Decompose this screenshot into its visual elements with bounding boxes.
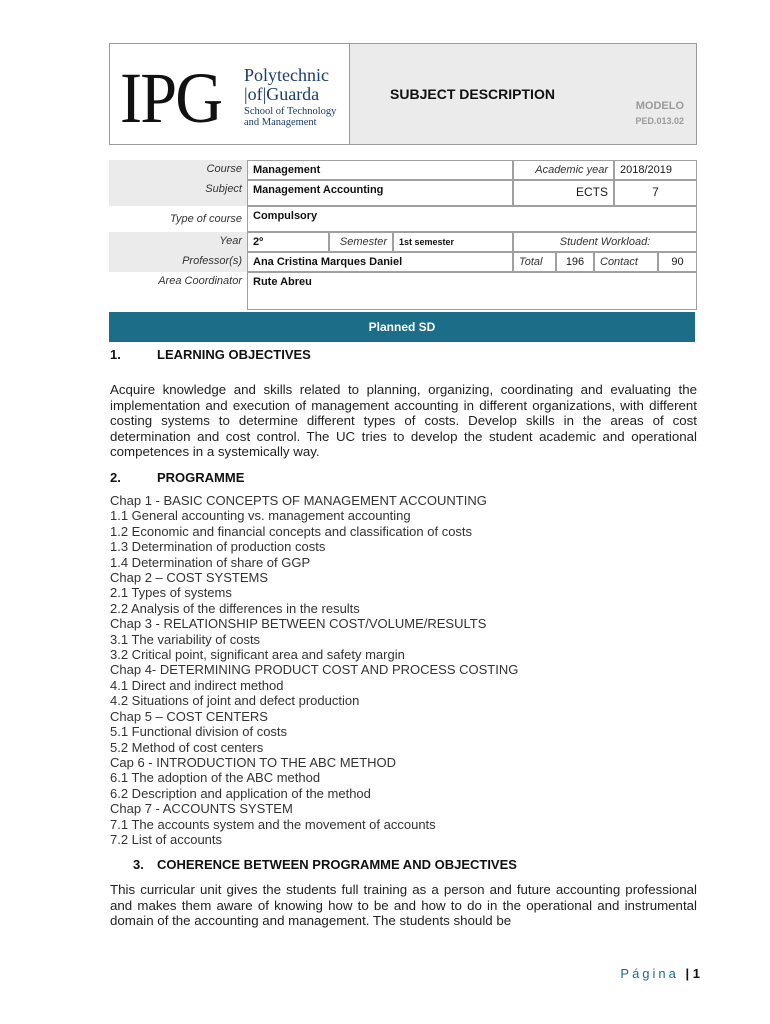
section-3-number: 3.	[133, 857, 144, 872]
contact-label: Contact	[594, 252, 658, 272]
workload-label: Student Workload:	[513, 232, 697, 252]
list-item: 1.3 Determination of production costs	[110, 539, 326, 555]
list-item: 1.4 Determination of share of GGP	[110, 554, 311, 570]
logo-institution-name: Polytechnic |of|Guarda	[244, 65, 329, 104]
ects-label: ECTS	[513, 180, 614, 206]
coordinator-value: Rute Abreu	[247, 272, 697, 310]
list-item: 3.2 Critical point, significant area and safety margin	[110, 647, 405, 663]
programme-list	[110, 493, 630, 847]
year-value: 2º	[247, 232, 329, 252]
total-label: Total	[513, 252, 556, 272]
list-item: 6.2 Description and application of the method	[110, 785, 371, 801]
semester-label: Semester	[329, 232, 393, 252]
list-item: 6.1 The adoption of the ABC method	[110, 770, 321, 786]
list-item: Cap 6 - INTRODUCTION TO THE ABC METHOD	[110, 754, 397, 770]
professor-label: Professor(s)	[109, 252, 247, 272]
coordinator-label: Area Coordinator	[109, 272, 247, 310]
list-item: 1.1 General accounting vs. management accounting	[110, 508, 411, 524]
subject-info-table	[109, 160, 697, 310]
list-item: 3.1 The variability of costs	[110, 631, 261, 647]
ipg-logo-mark: IPG	[120, 58, 222, 138]
list-item: 5.1 Functional division of costs	[110, 724, 288, 740]
year-label: Year	[109, 232, 247, 252]
page-number: | 1	[685, 966, 700, 981]
list-item: Chap 4- DETERMINING PRODUCT COST AND PROCESS COSTING	[110, 662, 519, 678]
document-title: SUBJECT DESCRIPTION	[390, 86, 555, 102]
list-item: Chap 1 - BASIC CONCEPTS OF MANAGEMENT ACCOUNTING	[110, 493, 487, 508]
planned-sd-banner: Planned SD	[109, 312, 695, 342]
logo-area	[110, 44, 350, 144]
document-header	[109, 43, 697, 145]
list-item: 2.2 Analysis of the differences in the results	[110, 600, 360, 616]
list-item: Chap 5 – COST CENTERS	[110, 708, 268, 724]
list-item: Chap 3 - RELATIONSHIP BETWEEN COST/VOLUME/RESULTS	[110, 616, 487, 632]
list-item: 4.2 Situations of joint and defect production	[110, 693, 360, 709]
academic-year-value: 2018/2019	[614, 160, 697, 180]
model-code: PED.013.02	[635, 116, 684, 126]
ects-value: 7	[614, 180, 697, 206]
contact-value: 90	[658, 252, 697, 272]
section-3-title: COHERENCE BETWEEN PROGRAMME AND OBJECTIVES	[157, 857, 517, 872]
section-2-title: PROGRAMME	[157, 470, 245, 485]
professor-value: Ana Cristina Marques Daniel	[247, 252, 513, 272]
total-value: 196	[556, 252, 594, 272]
logo-school-name: School of Technology and Management	[244, 106, 337, 128]
semester-value: 1st semester	[393, 232, 513, 252]
section-1-text: Acquire knowledge and skills related to planning, organizing, coordinating and evaluating the implementation and execution of management accounting in different organizations, with different costing systems to determine different types of costs. Develop skills in the areas of cost determination and cost control. The UC tries to develop the student academic and operational competences in a systemically way.	[110, 382, 697, 460]
section-1-number: 1.	[110, 347, 121, 362]
list-item: 4.1 Direct and indirect method	[110, 677, 284, 693]
list-item: 5.2 Method of cost centers	[110, 739, 264, 755]
academic-year-label: Academic year	[513, 160, 614, 180]
list-item: 2.1 Types of systems	[110, 585, 232, 601]
list-item: 7.2 List of accounts	[110, 831, 223, 847]
course-label: Course	[109, 160, 247, 180]
list-item: Chap 2 – COST SYSTEMS	[110, 570, 268, 586]
page-word: Página	[620, 966, 679, 981]
list-item: 1.2 Economic and financial concepts and classification of costs	[110, 523, 473, 539]
section-1-title: LEARNING OBJECTIVES	[157, 347, 311, 362]
course-value: Management	[247, 160, 513, 180]
list-item: 7.1 The accounts system and the movement of accounts	[110, 816, 436, 832]
list-item: Chap 7 - ACCOUNTS SYSTEM	[110, 801, 293, 817]
section-3-text: This curricular unit gives the students full training as a person and future accounting professional and makes them aware of knowing how to be and how to do in the operational and instrumental domain of the accounting and management. The students should be	[110, 882, 697, 929]
header-title-area	[350, 44, 696, 144]
subject-value: Management Accounting	[247, 180, 513, 206]
model-label: MODELO	[635, 100, 684, 112]
subject-label: Subject	[109, 180, 247, 206]
section-2-number: 2.	[110, 470, 121, 485]
page-footer	[590, 966, 700, 981]
type-value: Compulsory	[247, 206, 697, 232]
type-label: Type of course	[109, 206, 247, 232]
